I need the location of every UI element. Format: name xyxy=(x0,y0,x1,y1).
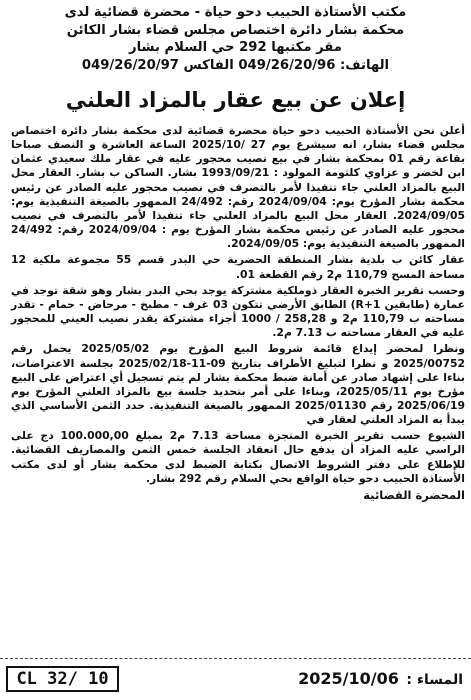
header-line-court: محكمة بشار دائرة اختصاص مجلس قضاء بشار الكائن xyxy=(66,22,405,38)
paragraph-price-conditions: الشيوع حسب تقرير الخبرة المنجزة مساحة 7.13 م2 بمبلغ 100.000,00 دج على الراسي عليه المزاد أن يدفع حال انعقاد الجلسة خمس الثمن والمصاريف القضائية. للإطلاع على دفتر الشروط الاتصال بكتابة الضبط لدى محكمة بشار أو لدى مكتب الأستاذة الحبيب دحو حياة الواقع بحي السلام رقم 292 بشار. xyxy=(11,429,465,485)
notice-title: إعلان عن بيع عقار بالمزاد العلني xyxy=(65,88,406,112)
footer-divider xyxy=(0,658,471,659)
publication-date: 2025/10/06 xyxy=(298,669,399,688)
header-line-office: مكتب الأستاذة الحبيب دحو حياة - محضرة قضائية لدى xyxy=(64,5,407,20)
paragraph-property-location: عقار كائن ب بلدية بشار المنطقة الحضرية حي البدر قسم 55 مجموعة ملكية 12 مساحة المسح 110,79 م2 رقم القطعة 01. xyxy=(11,253,466,281)
paragraph-announcement: أعلن نحن الأستاذة الحبيب دحو حياة محضرة قضائية لدى محكمة بشار دائرة اختصاص مجلس قضاء بشار، انه سيشرع يوم 27 /2025/10 الساعة العاشرة و النصف صباحا بقاعة رقم 01 بمحكمة بشار في بيع نصيب محجور عليه في عقار ملك سعيدي عثمان ابن لخضر و عزاوي كلثومة المولود : 1993/09/21 بشار. الساكن ب بشار. العقار محل البيع بالمزاد العلني جاء تنفيذا لأمر بالتصرف في نصيب محجور عليه الصادر عن رئيس محكمة بشار المؤرخ يوم: 2024/09/04 رقم: 24/492 الممهور بالصيغة التنفيذية يوم: 2024/09/05. العقار محل البيع بالمزاد العلني جاء تنفيذا لأمر بالتصرف في نصيب محجور عليه الصادر عن رئيس محكمة بشار المؤرخ يوم : 2024/09/04 رقم: 24/492 الممهور بالصيغة التنفيذية يوم: 2024/09/05. xyxy=(11,124,466,251)
signature: المحضرة القضائية xyxy=(363,487,465,502)
publication-footer xyxy=(0,648,471,700)
header-line-phone-fax: الهاتف: 049/26/20/96 الفاكس 049/26/20/97 xyxy=(81,57,390,73)
paragraph-procedure: ونظرا لمحضر إيداع قائمة شروط البيع المؤرخ يوم 2025/05/02 يحمل رقم 2025/00752 و نظرا لتبليغ الأطراف بتاريخ 09-11-2025/02/18 بجلسة الاعتراضات، بناءا على إشهاد صادر عن أمانة ضبط محكمة بشار لم يتم تسجيل أي اعتراض على البيع مؤرخ يوم 2025/05/11، وبناءا على أمر بتحديد جلسة بيع بالمزاد العلني المؤرخ يوم 2025/06/19 رقم 2025/01130 الممهور بالصيغة التنفيذية. حدد الثمن الأساسي الذي يبدأ به المزاد العلني لعقار في xyxy=(11,342,465,427)
source-label: المساء : xyxy=(406,672,463,688)
paragraph-expert-report: وحسب تقرير الخبرة العقار ذوملكية مشتركة يوجد بحي البدر بشار وهو شقة توجد في عمارة (طابقين R+1) الطابق الأرضي تتكون 03 غرف - مطبخ - مرحاض - حمام - تقدر مساحته ب 110,79 م2 و 258,28 / 1000 أجزاء مشتركة يقدر نصيب العيني للمحجور عليه في العقار مساحته ب 7.13 م2. xyxy=(11,283,465,340)
header-line-address: مقر مكتبها 292 حي السلام بشار xyxy=(129,40,342,55)
notice-body xyxy=(5,124,466,503)
reference-code: CL 32/ 10 xyxy=(6,666,119,692)
publication-date-group xyxy=(298,667,463,692)
office-header xyxy=(5,4,466,74)
